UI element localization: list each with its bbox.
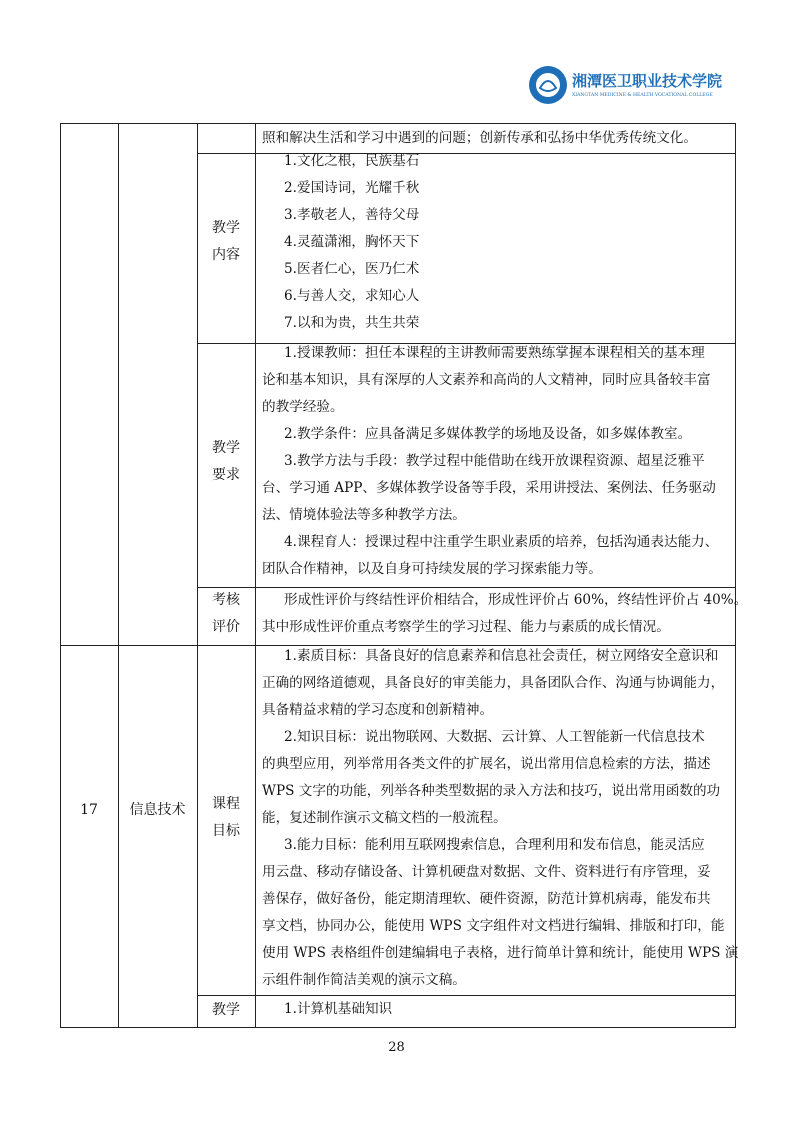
row-label: 评价 (212, 619, 240, 635)
table-border (60, 123, 61, 1028)
cell-text: 照和解决生活和学习中遇到的问题；创新传承和弘扬中华优秀传统文化。 (262, 130, 697, 146)
svg-text:XIANGTAN MEDICINE & HEALTH VOC: XIANGTAN MEDICINE & HEALTH VOCATIONAL COLLEGE (572, 93, 713, 98)
requirement-line: 的教学经验。 (262, 399, 344, 415)
content-item: 4.灵蕴潇湘，胸怀天下 (284, 234, 420, 250)
objective-line: WPS 文字的功能，列举各种类型数据的录入方法和技巧，说出常用函数的功 (262, 783, 721, 799)
course-name: 信息技术 (129, 802, 186, 818)
requirement-line: 1.授课教师：担任本课程的主讲教师需要熟练掌握本课程相关的基本理 (284, 345, 705, 361)
requirement-line: 4.课程育人：授课过程中注重学生职业素质的培养，包括沟通表达能力、 (284, 534, 719, 550)
objective-line: 用云盘、移动存储设备、计算机硬盘对数据、文件、资料进行有序管理，妥 (262, 864, 711, 880)
table-border (197, 153, 735, 154)
svg-text:湘潭医卫职业技术学院: 湘潭医卫职业技术学院 (572, 72, 723, 90)
row-label: 教学 (212, 1001, 240, 1018)
content-item: 3.孝敬老人，善待父母 (284, 207, 420, 223)
requirement-line: 2.教学条件：应具备满足多媒体教学的场地及设备，如多媒体教室。 (284, 426, 692, 442)
college-logo (527, 64, 737, 106)
table-border (118, 123, 119, 1028)
content-item: 1.文化之根，民族基石 (284, 153, 420, 169)
content-item: 2.爱国诗词，光耀千秋 (284, 180, 420, 196)
table-border (60, 1027, 736, 1028)
row-label: 课程 (212, 796, 240, 812)
requirement-line: 台、学习通 APP、多媒体教学设备等手段，采用讲授法、案例法、任务驱动 (262, 480, 716, 496)
objective-line: 3.能力目标：能利用互联网搜索信息，合理利用和发布信息，能灵活应 (284, 837, 705, 853)
objective-line: 示组件制作简洁美观的演示文稿。 (262, 972, 466, 988)
objective-line: 2.知识目标：说出物联网、大数据、云计算、人工智能新一代信息技术 (284, 729, 705, 745)
row-label: 教学 (212, 440, 240, 456)
table-border (197, 995, 735, 996)
course-number: 17 (80, 802, 98, 818)
objective-line: 使用 WPS 表格组件创建编辑电子表格，进行简单计算和统计，能使用 WPS 演 (262, 945, 739, 961)
objective-line: 正确的网络道德观，具备良好的审美能力，具备团队合作、沟通与协调能力， (262, 675, 725, 691)
college-emblem-icon (527, 64, 737, 106)
requirement-line: 论和基本知识，具有深厚的人文素养和高尚的人文精神，同时应具备较丰富 (262, 372, 711, 388)
table-border (735, 123, 736, 1028)
objective-line: 具备精益求精的学习态度和创新精神。 (262, 702, 494, 718)
table-border (255, 123, 256, 1028)
objective-line: 享文档，协同办公，能使用 WPS 文字组件对文档进行编辑、排版和打印，能 (262, 918, 725, 934)
content-item: 5.医者仁心，医乃仁术 (284, 261, 420, 277)
page-number: 28 (388, 1040, 405, 1055)
requirement-line: 团队合作精神，以及自身可持续发展的学习探索能力等。 (262, 561, 602, 577)
requirement-line: 3.教学方法与手段：教学过程中能借助在线开放课程资源、超星泛雅平 (284, 453, 705, 469)
row-label: 要求 (212, 467, 240, 483)
assessment-line: 其中形成性评价重点考察学生的学习过程、能力与素质的成长情况。 (262, 619, 670, 635)
content-item: 7.以和为贵，共生共荣 (284, 315, 420, 331)
row-label: 内容 (212, 247, 240, 263)
row-label: 目标 (212, 823, 240, 839)
requirement-line: 法、情境体验法等多种教学方法。 (262, 507, 466, 523)
row-label: 考核 (212, 592, 240, 608)
content-item: 6.与善人交，求知心人 (284, 288, 420, 304)
row-label: 教学 (212, 220, 240, 236)
objective-line: 能，复述制作演示文稿文档的一般流程。 (262, 810, 507, 826)
objective-line: 的典型应用，列举常用各类文件的扩展名，说出常用信息检索的方法，描述 (262, 756, 711, 772)
objective-line: 1.素质目标：具备良好的信息素养和信息社会责任，树立网络安全意识和 (284, 648, 719, 664)
assessment-line: 形成性评价与终结性评价相结合，形成性评价占 60%，终结性评价占 40%。 (284, 592, 748, 608)
table-border (60, 123, 736, 124)
content-item: 1.计算机基础知识 (284, 1001, 393, 1017)
objective-line: 善保存，做好备份，能定期清理软、硬件资源，防范计算机病毒，能发布共 (262, 891, 711, 907)
